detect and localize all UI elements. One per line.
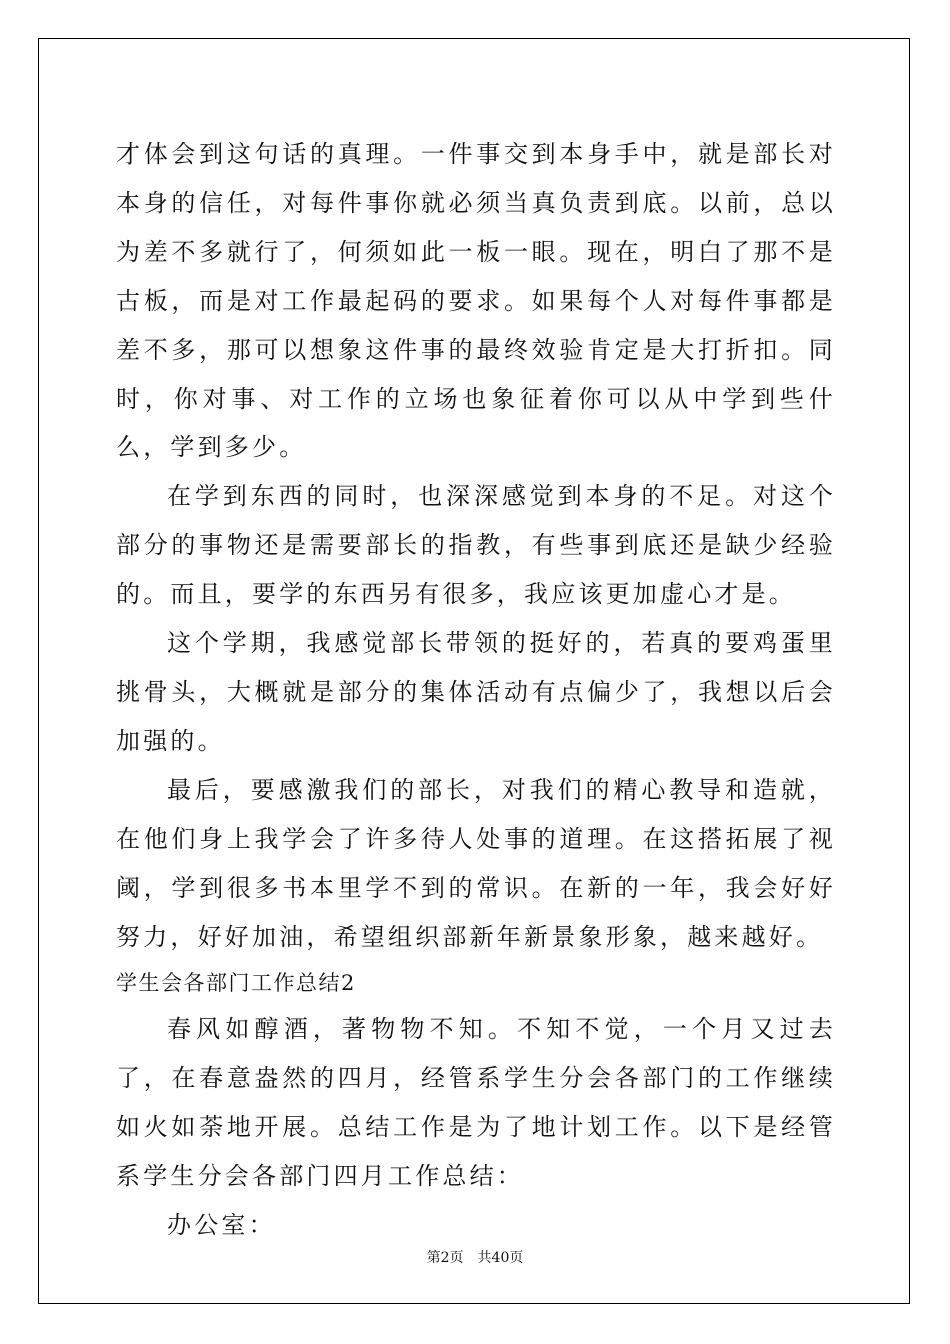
document-body: [116, 130, 836, 1250]
page-total: 共40页: [477, 1250, 524, 1266]
paragraph-6: 办公室：: [167, 1211, 276, 1240]
paragraph-3: 这个学期，我感觉部长带领的挺好的，若真的要鸡蛋里挑骨头，大概就是部分的集体活动有点偏少了，我想以后会加强的。: [116, 629, 836, 755]
paragraph-1: 才体会到这句话的真理。一件事交到本身手中，就是部长对本身的信任，对每件事你就必须当真负责到底。以前，总以为差不多就行了，何须如此一板一眼。现在，明白了那不是古板，而是对工作最起码的要求。如果每个人对每件事都是差不多，那可以想象这件事的最终效验肯定是大打折扣。同时，你对事、对工作的立场也象征着你可以从中学到些什么，学到多少。: [116, 140, 836, 462]
paragraph-2: 在学到东西的同时，也深深感觉到本身的不足。对这个部分的事物还是需要部长的指教，有些事到底还是缺少经验的。而且，要学的东西另有很多，我应该更加虚心才是。: [116, 482, 836, 609]
paragraph-5: 春风如醇酒，著物物不知。不知不觉，一个月又过去了，在春意盎然的四月，经管系学生分会各部门的工作继续如火如荼地开展。总结工作是为了地计划工作。以下是经管系学生分会各部门四月工作总结：: [116, 1015, 836, 1191]
page-number: 第2页: [426, 1250, 464, 1266]
section-heading: 学生会各部门工作总结2: [116, 971, 356, 996]
page-footer: [0, 1247, 950, 1267]
paragraph-4: 最后，要感激我们的部长，对我们的精心教导和造就，在他们身上我学会了许多待人处事的道理。在这搭拓展了视阈，学到很多书本里学不到的常识。在新的一年，我会好好努力，好好加油，希望组织部新年新景象形象，越来越好。: [116, 775, 836, 951]
